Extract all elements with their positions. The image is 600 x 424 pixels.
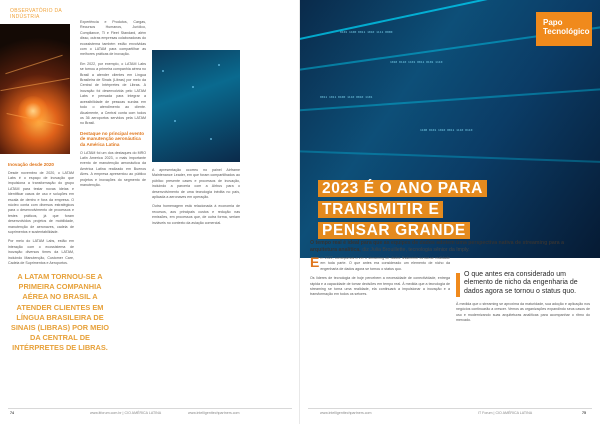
footer-right (300, 408, 600, 418)
left-column-3 (152, 168, 240, 230)
section-tag: OBSERVATÓRIO DA INDÚSTRIA (10, 8, 62, 20)
headline-line: PENSAR GRANDE (318, 222, 470, 239)
footer-url: www.intelligenttechpartners.com (320, 411, 372, 415)
footer-brand: www.itforum.com.br | CIO AMÉRICA LATINA (90, 411, 162, 415)
paragraph: Em 2022, por exemplo, o LATAM Labs se tornou a primeira companhia aérea no Brasil a atender clientes em Língua Brasileira de Sinais (Libras) por meio da Central de Intérpretes de Libras. A inovação foi desenvolvida pelo LATAM Labs e pensada para integrar a acessibilidade de pessoas surdas em todo o atendimento ao cliente. Atualmente, a Central conta com todos os 36 aeroportos servidos pela LATAM no Brasil. (80, 61, 146, 126)
paragraph: Outra homenagem está relacionada à economia de recursos, aos principais custos e redução nas emissões, em processos que, de outra forma, seriam inviáveis no contexto da aviação comercial. (152, 204, 240, 225)
headline (318, 178, 548, 241)
headline-line: TRANSMITIR E (318, 201, 443, 218)
lead-paragraph (310, 240, 592, 254)
paragraph: Os líderes de tecnologia de hoje percebem a necessidade de conectividade, entrega rápida e a capacidade de tomar decisões em tempo real. À medida que a tecnologia de streaming se torna uma realidade, ela continuará a impulsionar a inovação e a transformação em todos os setores. (310, 276, 450, 297)
right-page (300, 0, 600, 424)
section-badge: Papo Tecnológico (536, 12, 592, 46)
pullquote-left: A LATAM TORNOU-SE A PRIMEIRA COMPANHIA AÉREA NO BRASIL A ATENDER CLIENTES EM LÍNGUA BRASILEIRA DE SINAIS (LIBRAS) POR MEIO DA CENTRAL DE INTÉRPRETES DE LIBRAS. (10, 272, 110, 353)
pullquote-right: O que antes era considerado um elemento de nicho da engenharia de dados agora se tornou o status quo. (464, 271, 578, 295)
left-column-1 (8, 162, 74, 271)
left-column-2 (80, 20, 146, 192)
subhead-destaque: Destaque no principal evento de manutenção aeronáutica da América Latina (80, 130, 145, 147)
lead-rest: diz Julia Brouillette, tecnologia sênior da Imply. (360, 247, 470, 253)
hero-image-right: 0101 1100 0011 1010 1111 0000 1010 0110 1101 0011 0101 1110 0011 1011 0100 1110 0010 1101 1100 0101 1010 0011 1110 0110 (300, 0, 600, 258)
right-column-1 (310, 256, 450, 302)
page-number: 74 (10, 411, 14, 415)
paragraph: Experiência e Produtos, Cargas, Recursos Humanos, Jurídico, Compliance, TI e Fleet Standard, além disso, outras empresas colaboradoras do ecossistema também estão envolvidas com o LATAM para compartilhar as melhores práticas de inovação. (80, 20, 146, 57)
lead-bold: O tempo real é ideal para que as equipes de dados adotem uma perspectiva nativa de streaming para a arquitetura analítica, (310, 240, 564, 253)
paragraph: Desde novembro de 2020, o LATAM Labs é o espaço de inovação que impulsiona a transformação do grupo LATAM para testar novas ideias e identificar casos de uso e soluções em escala de dentro e fora da empresa. O núcleo conta com diversos estratégicos para o desenvolvimento de processos e testes práticos, já que foram desenvolvidos projetos de mobilidade, manutenção de aeronaves, cadeia de suprimentos e sustentabilidade. (8, 170, 74, 235)
dropcap: E (310, 254, 320, 270)
page-number: 75 (582, 411, 586, 415)
right-column-2 (456, 302, 590, 328)
headline-line: 2023 É O ANO PARA (318, 180, 487, 197)
paragraph: Em 2022, começamos a ver o streaming de dados finalmente tornar-se realidade em toda parte. O que antes era considerado um elemento de nicho da engenharia de dados agora se tornou o status quo. (310, 254, 450, 271)
subhead-inovacao: Inovação desde 2020 (8, 162, 54, 167)
footer-brand: IT Forum | CIO AMÉRICA LATINA (478, 411, 533, 415)
paragraph: O LATAM foi um dos destaques do MRO Latin America 2023, o mais importante evento de manutenção aeronáutica da América Latina realizado em Buenos Aires. A empresa apresentou ao público projetos e inovações do segmento de manutenção. (80, 150, 146, 187)
footer-left (0, 408, 300, 418)
paragraph: Por meio do LATAM Labs, estão em interação com o ecossistema de inovação diversos times da LATAM, incluindo Manutenção, Customer Care, Cadeia de Suprimentos e Aeroportos. (8, 239, 74, 266)
tech-image (152, 50, 240, 162)
footer-url: www.intelligenttechpartners.com (188, 411, 240, 415)
paragraph: A apresentação ocorreu no painel Airframe Maintenance Leader, em que foram compartilhados ao público presente cases e processos de inovação, incluindo a parceria com a Airbus para o desenvolvimento de uma tecnologia inédita no país, aplicada a aeronaves em operação. (152, 168, 240, 200)
paragraph: À medida que o streaming se aproxima da maturidade, sua adoção e aplicação nos negócios continuarão a crescer. Vemos as organizações expandindo seus casos de uso e modernizando suas arquiteturas analíticas para acompanhar o ritmo do mercado. (456, 302, 590, 323)
quote-bar (456, 273, 460, 297)
hero-image-left (0, 24, 70, 154)
